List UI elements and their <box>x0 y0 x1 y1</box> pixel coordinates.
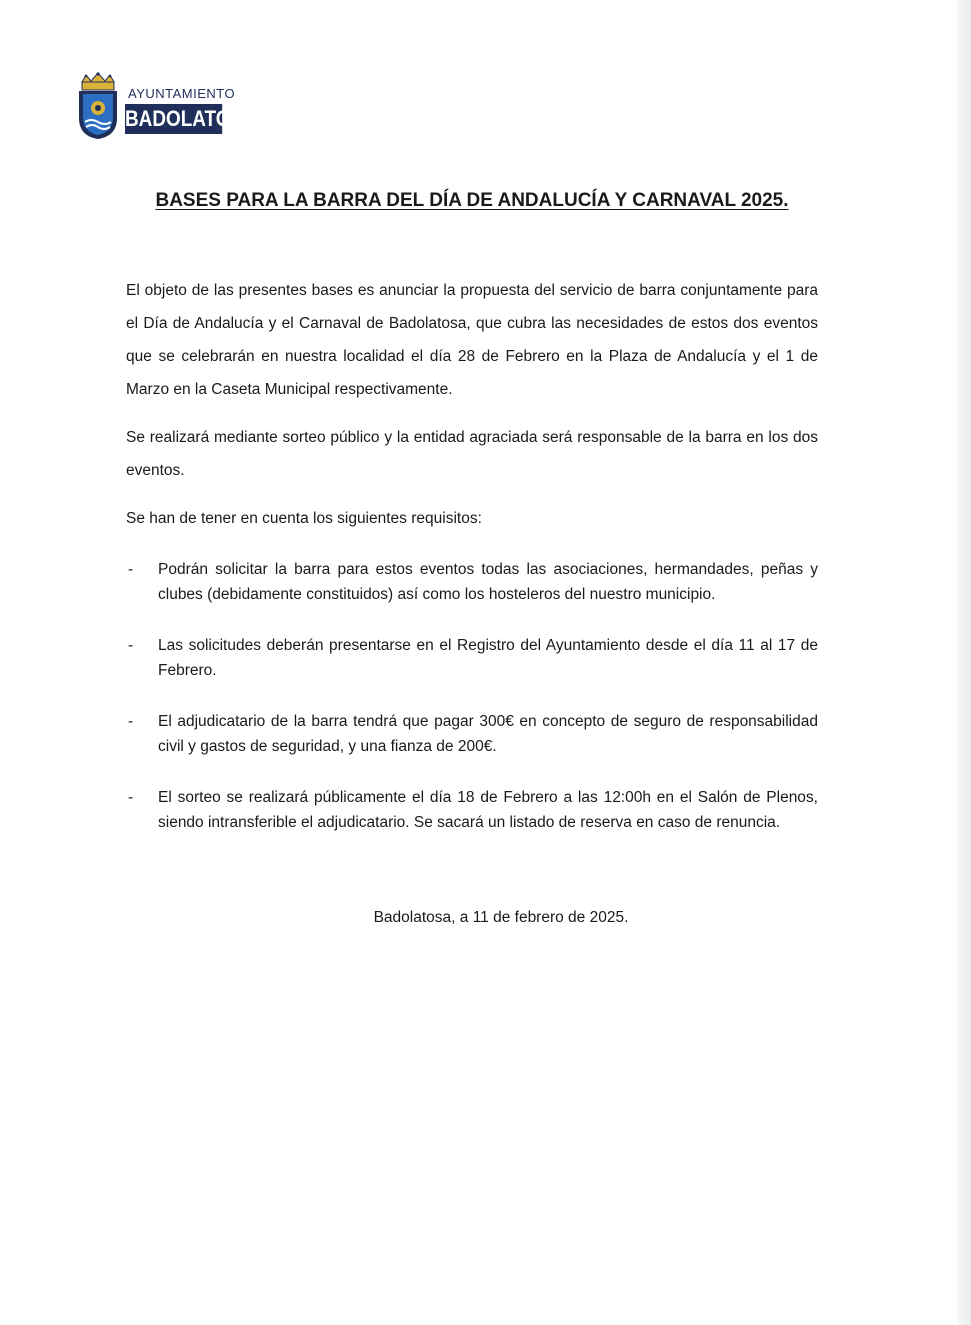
page-edge-shadow <box>957 0 971 1325</box>
bullet-dash: - <box>128 561 134 578</box>
document-body <box>126 274 818 861</box>
logo-top-text: AYUNTAMIENTO <box>128 86 236 101</box>
bullet-dash: - <box>128 789 134 806</box>
coat-of-arms-icon <box>74 72 122 140</box>
bullet-dash: - <box>128 713 134 730</box>
list-item <box>126 785 818 835</box>
requirement-text: Podrán solicitar la barra para estos eventos todas las asociaciones, hermandades, peñas y clubes (debidamente constituidos) así como los hosteleros del nuestro municipio. <box>158 561 818 603</box>
logo-name-text: BADOLATOSA <box>125 104 222 134</box>
intro-paragraph: El objeto de las presentes bases es anunciar la propuesta del servicio de barra conjuntamente para el Día de Andalucía y el Carnaval de Badolatosa, que cubra las necesidades de estos dos eventos que se celebrarán en nuestra localidad el día 28 de Febrero en la Plaza de Andalucía y el 1 de Marzo en la Caseta Municipal respectivamente. <box>126 282 818 398</box>
requirement-text: El sorteo se realizará públicamente el día 18 de Febrero a las 12:00h en el Salón de Plenos, siendo intransferible el adjudicatario. Se sacará un listado de reserva en caso de renuncia. <box>158 789 818 831</box>
bullet-dash: - <box>128 637 134 654</box>
ayuntamiento-logo <box>74 72 257 142</box>
signature-line: Badolatosa, a 11 de febrero de 2025. <box>373 909 629 926</box>
requirements-list <box>126 557 818 835</box>
list-item <box>126 633 818 683</box>
draw-paragraph: Se realizará mediante sorteo público y la entidad agraciada será responsable de la barra en los dos eventos. <box>126 429 818 479</box>
requirement-text: Las solicitudes deberán presentarse en el Registro del Ayuntamiento desde el día 11 al 17 de Febrero. <box>158 637 818 679</box>
list-item <box>126 709 818 759</box>
requirements-intro: Se han de tener en cuenta los siguientes requisitos: <box>126 510 482 527</box>
document-title: BASES PARA LA BARRA DEL DÍA DE ANDALUCÍA Y CARNAVAL 2025. <box>155 190 789 211</box>
requirement-text: El adjudicatario de la barra tendrá que pagar 300€ en concepto de seguro de responsabilidad civil y gastos de seguridad, y una fianza de 200€. <box>158 713 818 755</box>
list-item <box>126 557 818 607</box>
